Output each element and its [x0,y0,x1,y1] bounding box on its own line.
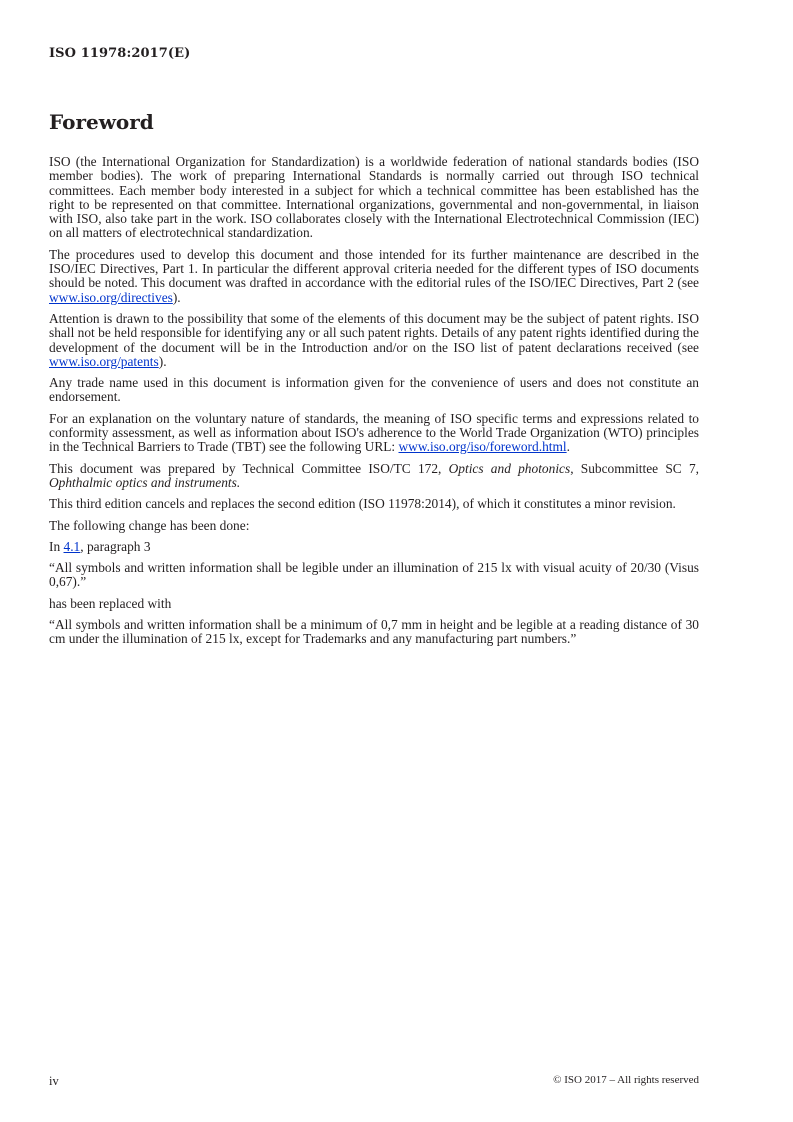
patents-link[interactable]: www.iso.org/patents [49,353,159,369]
text-segment: The procedures used to develop this document and those intended for its further maintenance are described in the ISO/IEC Directives, Part 1. In particular the different approval criteria needed for the different types of ISO documents should be noted. This document was drafted in accordance with the editorial rules of the ISO/IEC Directives, Part 2 (see [49,246,699,291]
committee-name: Optics and photonics [448,460,571,476]
directives-link[interactable]: www.iso.org/directives [49,289,173,305]
text-segment: , Subcommittee SC 7, [570,460,699,476]
paragraph-voluntary-nature [49,412,699,455]
paragraph-replaced-with: has been replaced with [49,595,172,611]
paragraph-procedures [49,248,699,305]
foreword-url-link[interactable]: www.iso.org/iso/foreword.html [398,439,567,455]
page-number: iv [49,1074,59,1088]
text-segment: This document was prepared by Technical Committee ISO/TC 172, [49,460,449,476]
page-title: Foreword [49,110,154,134]
clause-4-1-link[interactable]: 4.1 [63,538,81,554]
paragraph-patents [49,312,699,369]
text-segment: ). [158,353,167,369]
text-segment: . [566,439,570,455]
paragraph-edition: This third edition cancels and replaces the second edition (ISO 11978:2014), of which it constitutes a minor revision. [49,496,676,512]
text-segment: ). [172,289,181,305]
paragraph-clause-ref [49,540,699,554]
paragraph-change-intro: The following change has been done: [49,517,250,533]
paragraph-old-text: “All symbols and written information shall be legible under an illumination of 215 lx with visual acuity of 20/30 (Visus 0,67).” [49,560,699,590]
subcommittee-name: Ophthalmic optics and instruments. [49,474,241,490]
text-segment: Attention is drawn to the possibility that some of the elements of this document may be the subject of patent rights. ISO shall not be held responsible for identifying any or all such patent rights. Details of any patent rights identified during the development of the document will be in the Introduction and/or on the ISO list of patent declarations received (see [49,310,699,355]
paragraph-committee [49,462,699,491]
text-segment: In [49,538,64,554]
paragraph-new-text: “All symbols and written information shall be a minimum of 0,7 mm in height and be legible at a reading distance of 30 cm under the illumination of 215 lx, except for Trademarks and any manufacturing part numbers.” [49,617,699,647]
copyright-notice: © ISO 2017 – All rights reserved [553,1074,699,1086]
paragraph-trade-name: Any trade name used in this document is information given for the convenience of users and does not constitute an endorsement. [49,375,699,405]
paragraph-iso-intro: ISO (the International Organization for Standardization) is a worldwide federation of national standards bodies (ISO member bodies). The work of preparing International Standards is normally carried out through ISO technical committees. Each member body interested in a subject for which a technical committee has been established has the right to be represented on that committee. International organizations, governmental and non-governmental, in liaison with ISO, also take part in the work. ISO collaborates closely with the International Electrotechnical Commission (IEC) on all matters of electrotechnical standardization. [49,154,699,241]
text-segment: , paragraph 3 [80,538,151,554]
foreword-body [49,155,699,654]
text-segment: For an explanation on the voluntary nature of standards, the meaning of ISO specific terms and expressions related to conformity assessment, as well as information about ISO's adherence to the World Trade Organization (WTO) principles in the Technical Barriers to Trade (TBT) see the following URL: [49,410,699,455]
document-id: ISO 11978:2017(E) [49,46,191,61]
